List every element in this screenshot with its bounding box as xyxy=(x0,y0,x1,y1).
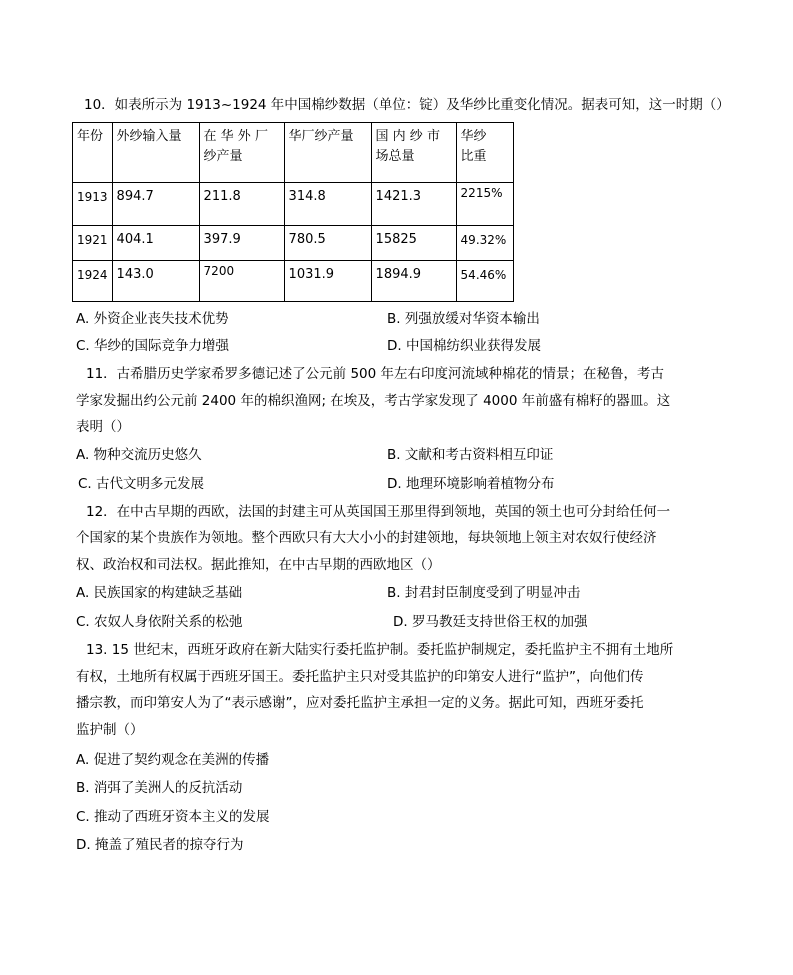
cotton-yarn-data-table xyxy=(72,122,514,302)
table-cell: 1924 xyxy=(73,261,113,302)
q13-option-b: B. 消弭了美洲人的反抗活动 xyxy=(76,780,243,796)
question-11-stem-line-3: 表明（） xyxy=(76,419,130,435)
q10-option-a: A. 外资企业丧失技术优势 xyxy=(76,311,229,327)
table-cell: 2215% xyxy=(456,183,513,226)
table-cell: 7200 xyxy=(199,261,284,302)
header-domestic-market-total: 国 内 纱 市 场总量 xyxy=(371,123,456,183)
header-foreign-import: 外纱输入量 xyxy=(112,123,199,183)
table-cell: 397.9 xyxy=(199,226,284,261)
q12-option-d: D. 罗马教廷支持世俗王权的加强 xyxy=(393,614,588,630)
table-cell: 780.5 xyxy=(284,226,371,261)
table-cell: 49.32% xyxy=(456,226,513,261)
table-row xyxy=(73,261,514,302)
question-13-stem-line-1: 13. 15 世纪末，西班牙政府在新大陆实行委托监护制。委托监护制规定，委托监护主不拥有土地所 xyxy=(86,642,674,658)
q13-option-d: D. 掩盖了殖民者的掠夺行为 xyxy=(76,837,244,853)
table-cell: 1031.9 xyxy=(284,261,371,302)
q11-option-d: D. 地理环境影响着植物分布 xyxy=(387,476,555,492)
table-cell: 211.8 xyxy=(199,183,284,226)
q12-option-c: C. 农奴人身依附关系的松弛 xyxy=(76,614,243,630)
question-12-stem-line-2: 个国家的某个贵族作为领地。整个西欧只有大大小小的封建领地，每块领地上领主对农奴行使经济 xyxy=(76,530,657,546)
table-header-row xyxy=(73,123,514,183)
table-cell: 54.46% xyxy=(456,261,513,302)
table-cell: 314.8 xyxy=(284,183,371,226)
header-year: 年份 xyxy=(73,123,113,183)
q11-option-b: B. 文献和考古资料相互印证 xyxy=(387,447,554,463)
question-13-stem-line-2: 有权，土地所有权属于西班牙国王。委托监护主只对受其监护的印第安人进行“监护”，向他们传 xyxy=(76,669,644,685)
q10-option-b: B. 列强放缓对华资本输出 xyxy=(387,311,540,327)
table-cell: 894.7 xyxy=(112,183,199,226)
question-10-stem: 10．如表所示为 1913~1924 年中国棉纱数据（单位：锭）及华纱比重变化情况。据表可知，这一时期（） xyxy=(84,97,730,113)
table-cell: 15825 xyxy=(371,226,456,261)
header-chinese-yarn-share: 华纱 比重 xyxy=(456,123,513,183)
table-cell: 404.1 xyxy=(112,226,199,261)
question-11-stem-line-2: 学家发掘出约公元前 2400 年的棉织渔网; 在埃及，考古学家发现了 4000 年前盛有棉籽的器皿。这 xyxy=(76,393,671,409)
question-12-stem-line-1: 12．在中古早期的西欧，法国的封建主可从英国国王那里得到领地，英国的领土也可分封给任何一 xyxy=(86,504,671,520)
q13-option-c: C. 推动了西班牙资本主义的发展 xyxy=(76,809,270,825)
table-cell: 1921 xyxy=(73,226,113,261)
table-row xyxy=(73,226,514,261)
table-cell: 1913 xyxy=(73,183,113,226)
question-11-stem-line-1: 11．古希腊历史学家希罗多德记述了公元前 500 年左右印度河流域种棉花的情景；在秘鲁，考古 xyxy=(86,366,665,382)
q11-option-a: A. 物种交流历史悠久 xyxy=(76,447,202,463)
header-foreign-factory-output: 在 华 外 厂 纱产量 xyxy=(199,123,284,183)
q12-option-a: A. 民族国家的构建缺乏基础 xyxy=(76,585,243,601)
table-cell: 1894.9 xyxy=(371,261,456,302)
q10-option-c: C. 华纱的国际竞争力增强 xyxy=(76,338,230,354)
question-12-stem-line-3: 权、政治权和司法权。据此推知，在中古早期的西欧地区（） xyxy=(76,557,441,573)
question-13-stem-line-4: 监护制（） xyxy=(76,722,144,738)
q12-option-b: B. 封君封臣制度受到了明显冲击 xyxy=(387,585,581,601)
q13-option-a: A. 促进了契约观念在美洲的传播 xyxy=(76,752,270,768)
table-row xyxy=(73,183,514,226)
header-chinese-factory-output: 华厂纱产量 xyxy=(284,123,371,183)
q10-option-d: D. 中国棉纺织业获得发展 xyxy=(387,338,541,354)
table-cell: 1421.3 xyxy=(371,183,456,226)
table-cell: 143.0 xyxy=(112,261,199,302)
question-13-stem-line-3: 播宗教，而印第安人为了“表示感谢”，应对委托监护主承担一定的义务。据此可知，西班牙委托 xyxy=(76,695,644,711)
q11-option-c: C. 古代文明多元发展 xyxy=(78,476,205,492)
